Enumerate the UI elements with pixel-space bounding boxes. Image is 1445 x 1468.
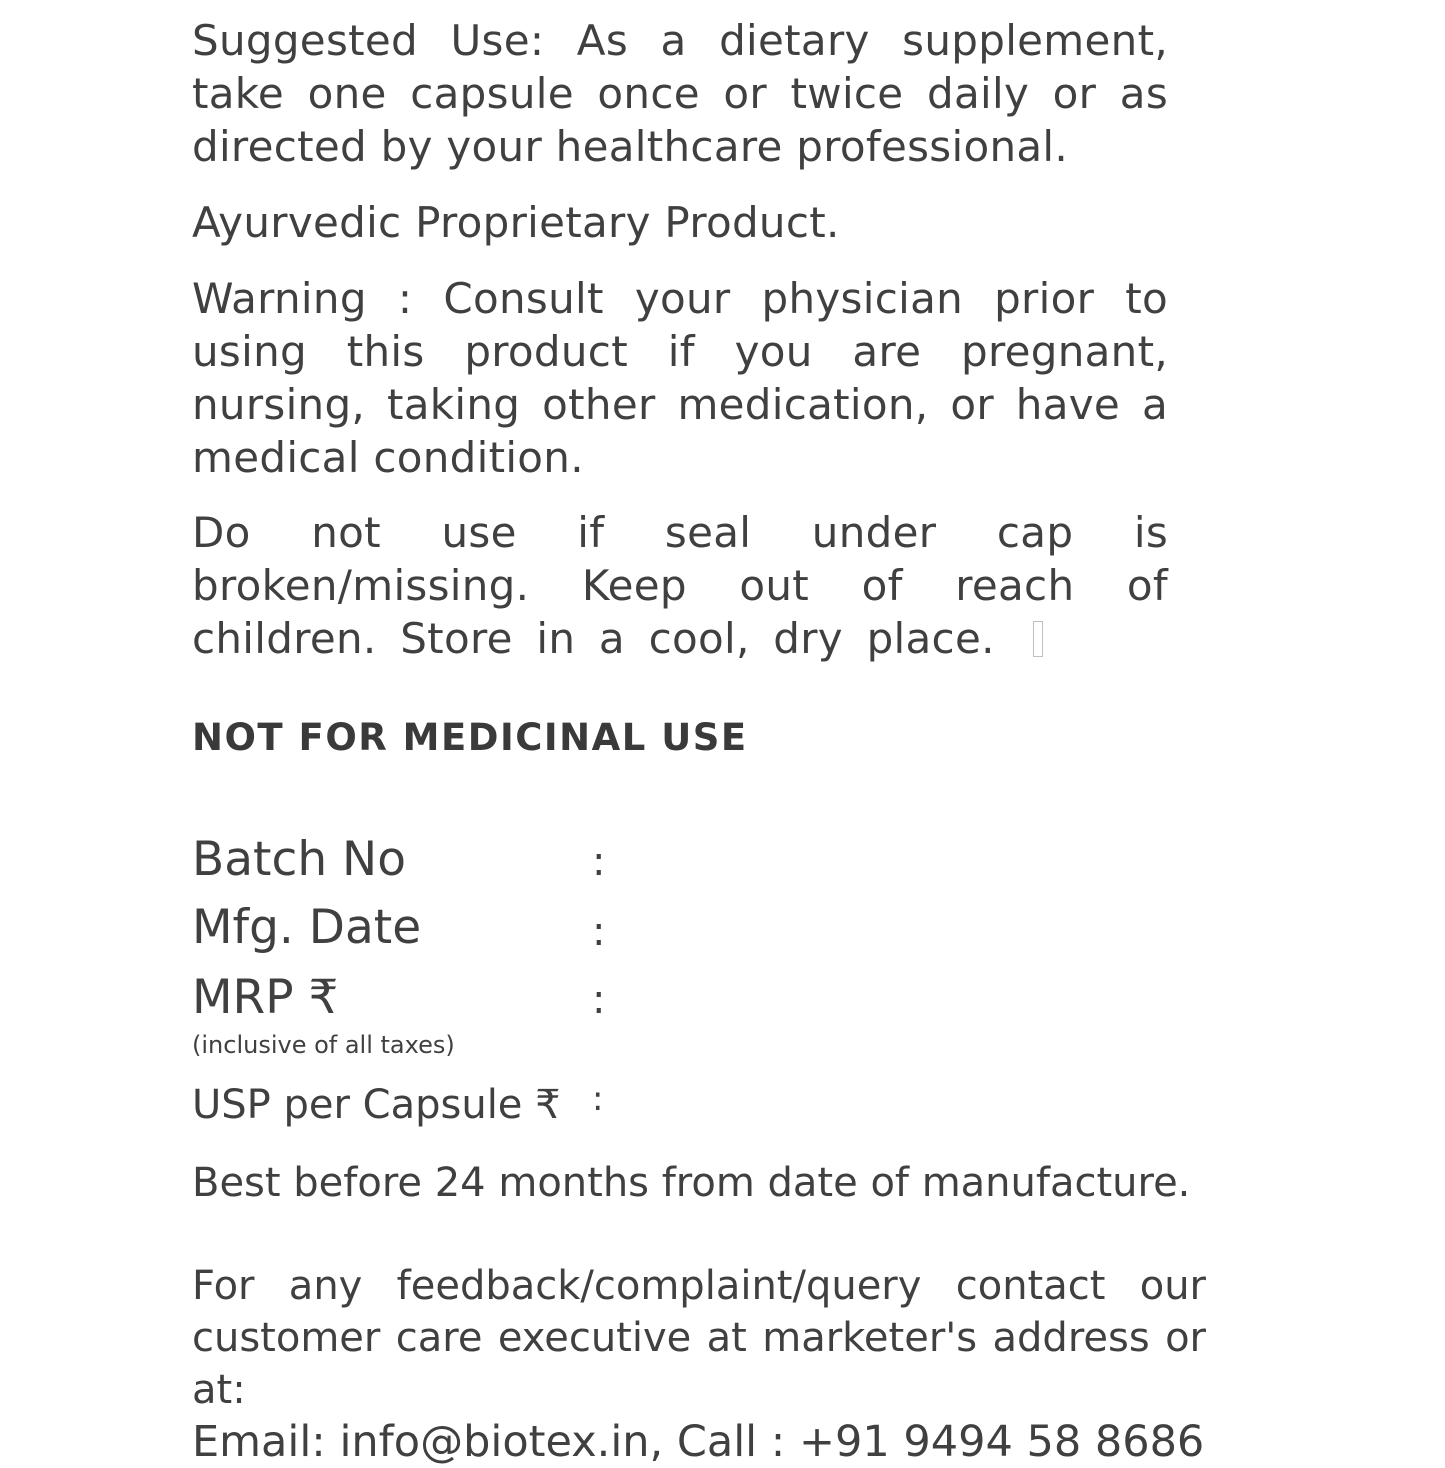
- suggested-use-text: Suggested Use: As a dietary supplement, take one capsule once or twice daily or as directed by your healthcare professional.: [192, 16, 1168, 171]
- batch-no-colon: :: [592, 839, 606, 885]
- best-before-text: Best before 24 months from date of manufacture.: [192, 1160, 1191, 1206]
- contact-block: [192, 1260, 1206, 1468]
- not-medicinal-heading: NOT FOR MEDICINAL USE: [192, 716, 748, 759]
- mrp-colon: :: [592, 977, 606, 1023]
- seal-notice-text: Do not use if seal under cap is broken/missing. Keep out of reach of children. Store in a cool, dry place.: [192, 508, 1168, 663]
- text-cursor-icon: [1033, 621, 1043, 657]
- contact-line-customer-care: customer care executive at marketer's address or at:: [192, 1315, 1206, 1413]
- usp-per-capsule-colon: :: [592, 1079, 604, 1119]
- batch-no-label: Batch No: [192, 832, 406, 887]
- ayurvedic-product-text: Ayurvedic Proprietary Product.: [192, 198, 840, 247]
- seal-notice-block: [192, 506, 1168, 665]
- mrp-tax-note: (inclusive of all taxes): [192, 1031, 455, 1059]
- contact-line-email-phone: Email: info@biotex.in, Call : +91 9494 58 8686: [192, 1417, 1205, 1467]
- mrp-label: MRP ₹: [192, 970, 339, 1025]
- mfg-date-colon: :: [592, 909, 606, 955]
- contact-line-feedback: For any feedback/complaint/query contact our: [192, 1263, 1206, 1309]
- mfg-date-label: Mfg. Date: [192, 900, 422, 955]
- usp-per-capsule-label: USP per Capsule ₹: [192, 1082, 561, 1128]
- warning-text: Warning : Consult your physician prior to using this product if you are pregnant, nursing, taking other medication, or have a medical condition.: [192, 274, 1168, 482]
